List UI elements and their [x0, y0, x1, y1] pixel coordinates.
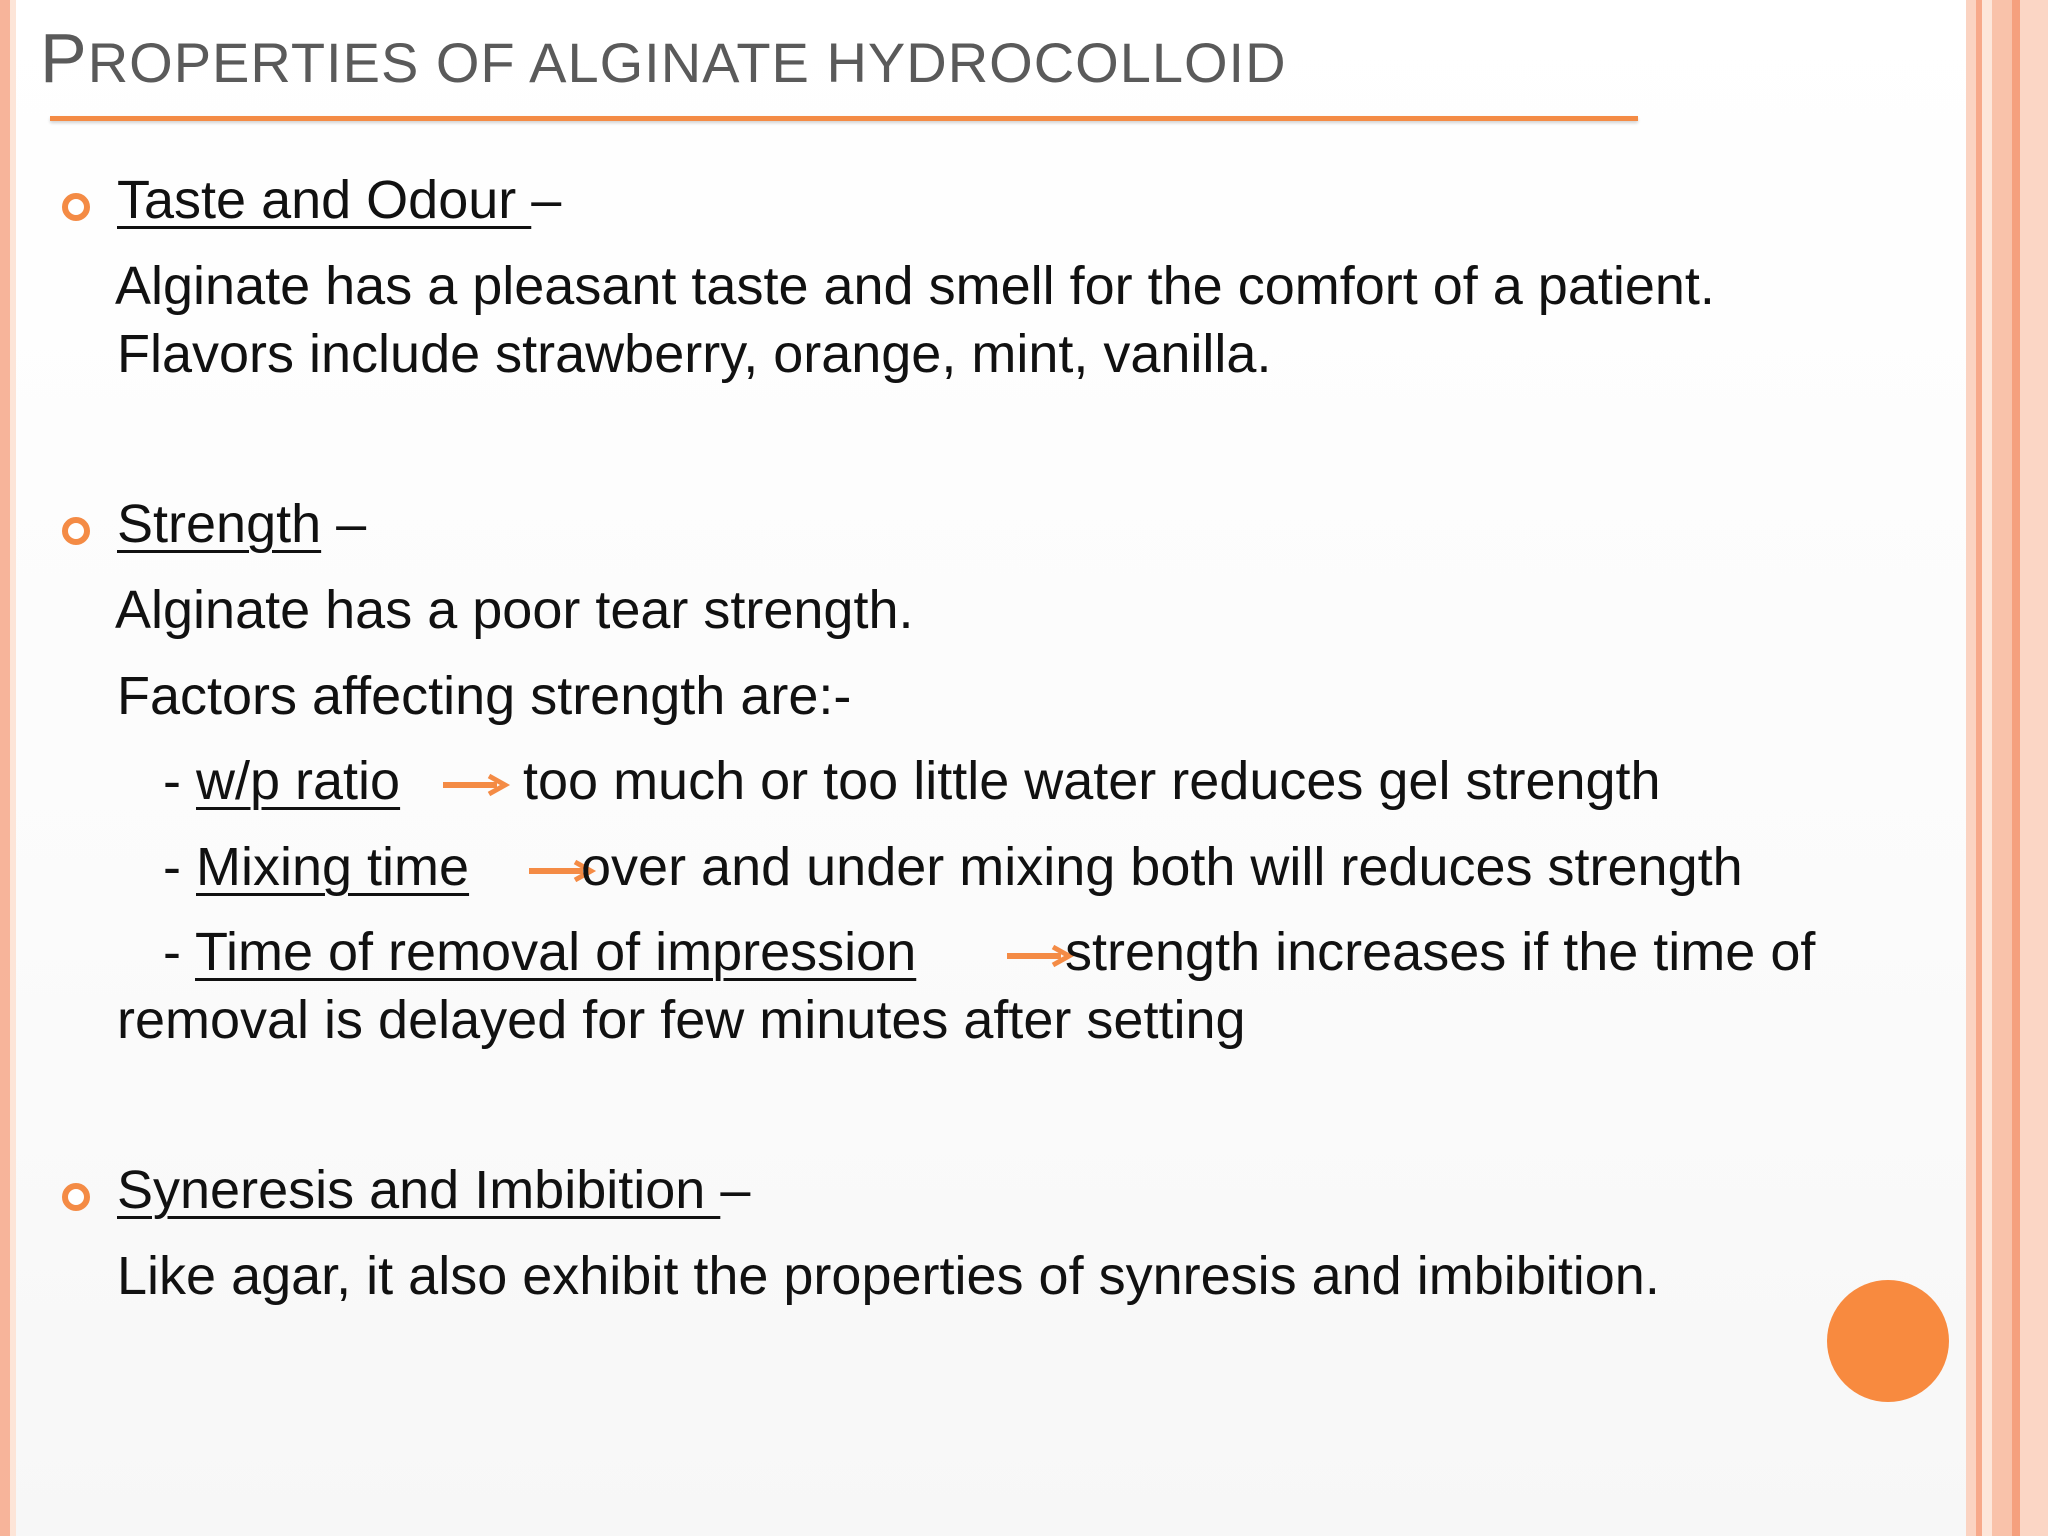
heading-dash: –	[321, 494, 367, 554]
factor-item	[163, 747, 400, 815]
slide-title	[40, 8, 1287, 113]
section-heading-taste	[117, 166, 561, 234]
arrow-right-icon	[441, 773, 511, 797]
body-line: Like agar, it also exhibit the properties of synresis and imbibition.	[117, 1246, 1660, 1306]
heading-label: Taste and Odour	[117, 170, 532, 230]
left-border-stripe-light	[10, 0, 16, 1536]
heading-label: Strength	[117, 494, 322, 554]
bullet-icon	[62, 517, 90, 545]
factor-description: too much or too little water reduces gel strength	[523, 751, 1661, 811]
right-decorative-stripes	[1966, 0, 2048, 1536]
heading-dash: –	[531, 170, 562, 230]
bullet-icon	[62, 193, 90, 221]
title-initial: P	[40, 19, 88, 97]
body-line: Alginate has a pleasant taste and smell for the comfort of a patient.	[115, 256, 1715, 316]
factor-name: Time of removal of impression	[195, 922, 917, 982]
factor-prefix: -	[163, 837, 196, 897]
factor-name: Mixing time	[196, 837, 470, 897]
title-text: ROPERTIES OF ALGINATE HYDROCOLLOID	[87, 31, 1287, 94]
factor-description-continued: removal is delayed for few minutes after setting	[117, 990, 1246, 1050]
body-line: Factors affecting strength are:-	[117, 666, 852, 726]
section-heading-strength	[117, 490, 366, 558]
section-heading-syneresis	[117, 1156, 750, 1224]
bullet-icon	[62, 1183, 90, 1211]
factor-item	[163, 918, 916, 986]
factor-item	[163, 833, 469, 901]
heading-dash: –	[720, 1160, 751, 1220]
body-line: Alginate has a poor tear strength.	[115, 580, 914, 640]
heading-label: Syneresis and Imbibition	[117, 1160, 721, 1220]
factor-prefix: -	[163, 751, 196, 811]
factor-description: over and under mixing both will reduces strength	[581, 837, 1743, 897]
orange-circle-decoration	[1827, 1280, 1949, 1402]
factor-prefix: -	[163, 922, 196, 982]
factor-description: strength increases if the time of	[1065, 922, 1816, 982]
body-line: Flavors include strawberry, orange, mint, vanilla.	[117, 324, 1272, 384]
title-underline	[50, 116, 1638, 121]
factor-name: w/p ratio	[196, 751, 401, 811]
left-border-stripe	[0, 0, 10, 1536]
